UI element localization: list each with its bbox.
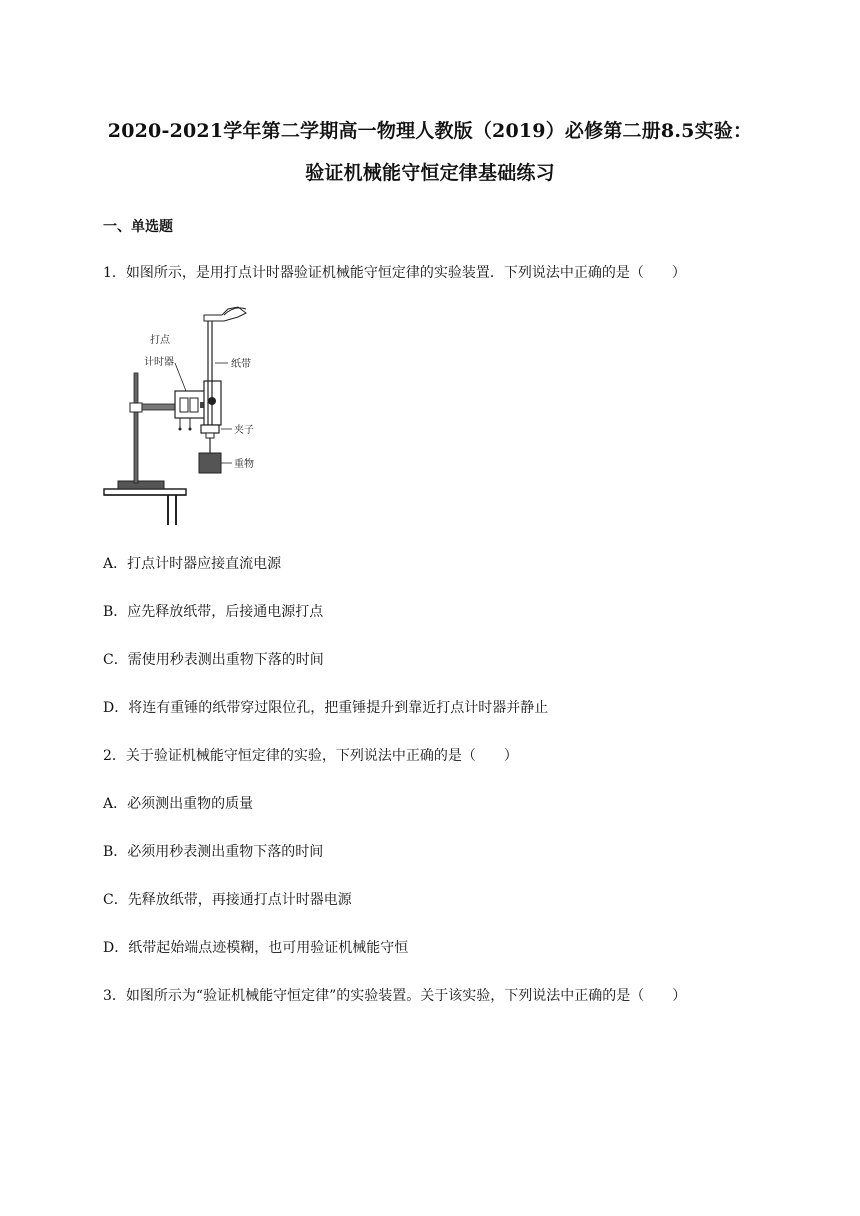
question-2-option-a: A．必须测出重物的质量 <box>103 796 254 812</box>
question-1-figure <box>100 303 290 528</box>
figure-label-dadian: 打点 <box>150 335 170 346</box>
question-1-stem: 1．如图所示，是用打点计时器验证机械能守恒定律的实验装置．下列说法中正确的是（ ） <box>103 265 686 281</box>
document-title-line-1: 2020-2021学年第二学期高一物理人教版（2019）必修第二册8.5实验： <box>107 120 753 142</box>
question-3-stem: 3．如图所示为“验证机械能守恒定律”的实验装置。关于该实验，下列说法中正确的是（ ） <box>103 988 687 1004</box>
document-title-line-2: 验证机械能守恒定律基础练习 <box>305 162 555 184</box>
question-1-option-b: B．应先释放纸带，后接通电源打点 <box>103 604 324 620</box>
section-heading: 一、单选题 <box>103 219 173 235</box>
figure-label-weight: 重物 <box>234 459 254 470</box>
question-2-option-c: C．先释放纸带，再接通打点计时器电源 <box>103 892 352 908</box>
question-2-stem: 2．关于验证机械能守恒定律的实验，下列说法中正确的是（ ） <box>103 748 518 764</box>
question-1-option-a: A．打点计时器应接直流电源 <box>103 556 282 572</box>
figure-label-timer: 计时器 <box>144 357 174 368</box>
question-2-option-d: D．纸带起始端点迹模糊，也可用验证机械能守恒 <box>103 940 409 956</box>
question-1-option-c: C．需使用秒表测出重物下落的时间 <box>103 652 324 668</box>
question-1-option-d: D．将连有重锤的纸带穿过限位孔，把重锤提升到靠近打点计时器并静止 <box>103 700 549 716</box>
question-2-option-b: B．必须用秒表测出重物下落的时间 <box>103 844 324 860</box>
experiment-apparatus-diagram <box>100 303 290 528</box>
figure-label-paper-tape: 纸带 <box>231 359 251 370</box>
figure-label-clip: 夹子 <box>234 425 254 436</box>
